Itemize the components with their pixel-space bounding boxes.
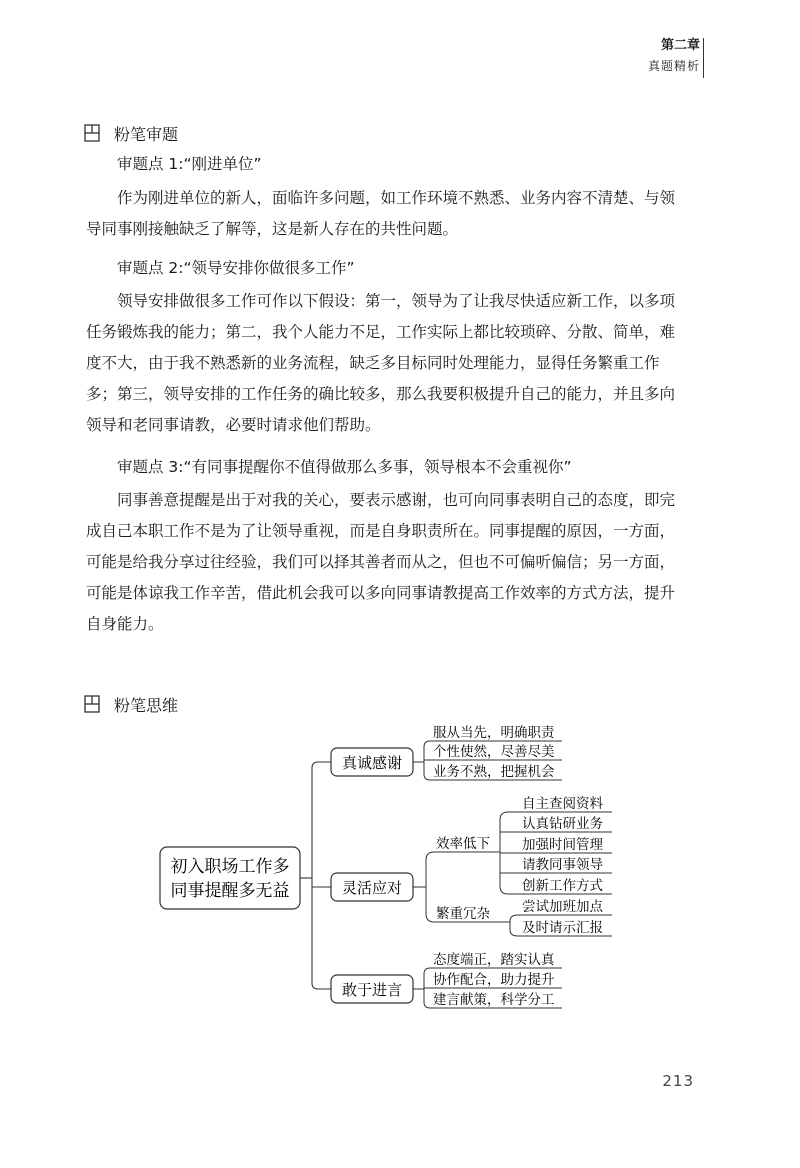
- chapter-subtitle: 真题精析: [647, 59, 700, 73]
- leaf-2b-1: 尝试加班加点: [522, 899, 603, 915]
- chapter-label: 第二章: [660, 38, 700, 53]
- leaf-3-3: 建言献策，科学分工: [433, 992, 555, 1008]
- point-label-1: 审题点 1:“刚进单位”: [117, 155, 262, 173]
- leaf-2a-1: 自主查阅资料: [522, 796, 603, 812]
- mindmap-root-line2: 同事提醒多无益: [170, 881, 290, 901]
- point-text-1: 作为刚进单位的新人，面临许多问题，如工作环境不熟悉、业务内容不清楚、与领导同事刚接触缺乏了解等，这是新人存在的共性问题。: [86, 189, 676, 238]
- point-label-3: 审题点 3:“有同事提醒你不值得做那么多事，领导根本不会重视你”: [117, 458, 572, 476]
- branch-label-3: 敢于进言: [341, 981, 403, 999]
- page-number: 213: [662, 1072, 694, 1090]
- leaf-2a-3: 加强时间管理: [522, 837, 603, 853]
- leaf-2a-2: 认真钻研业务: [522, 816, 603, 832]
- leaf-1-1: 服从当先，明确职责: [433, 725, 555, 741]
- branch-label-1: 真诚感谢: [341, 754, 403, 772]
- sub-label-效率低下: 效率低下: [436, 836, 490, 852]
- leaf-2a-5: 创新工作方式: [522, 878, 603, 894]
- point-text-2: 领导安排做很多工作可作以下假设：第一，领导为了让我尽快适应新工作，以多项任务锻炼我的能力；第二，我个人能力不足，工作实际上都比较琐碎、分散、简单，难度不大，由于我不熟悉新的业务流程，缺乏多目标同时处理能力，显得任务繁重工作多；第三，领导安排的工作任务的确比较多，那么我要积极提升自己的能力，并且多向领导和老同事请教，必要时请求他们帮助。: [86, 292, 676, 434]
- leaf-2a-4: 请教同事领导: [522, 857, 603, 873]
- point-text-3: 同事善意提醒是出于对我的关心，要表示感谢，也可向同事表明自己的态度，即完成自己本职工作不是为了让领导重视，而是自身职责所在。同事提醒的原因，一方面，可能是给我分享过往经验，我们可以择其善者而从之，但也不可偏听偏信；另一方面，可能是体谅我工作辛苦，借此机会我可以多向同事请教提高工作效率的方式方法，提升自身能力。: [86, 491, 676, 633]
- leaf-2b-2: 及时请示汇报: [522, 920, 603, 936]
- leaf-1-3: 业务不熟，把握机会: [433, 764, 555, 780]
- branch-label-2: 灵活应对: [341, 879, 403, 897]
- point-label-2: 审题点 2:“领导安排你做很多工作”: [117, 259, 355, 277]
- mindmap-root-line1: 初入职场工作多: [170, 857, 290, 877]
- leaf-3-2: 协作配合，助力提升: [433, 972, 555, 988]
- leaf-3-1: 态度端正，踏实认真: [433, 952, 555, 968]
- section-title-text: 粉笔思维: [114, 696, 179, 715]
- section-title-text: 粉笔审题: [114, 125, 179, 144]
- sub-label-繁重冗杂: 繁重冗杂: [436, 906, 490, 922]
- leaf-1-2: 个性使然，尽善尽美: [433, 744, 555, 760]
